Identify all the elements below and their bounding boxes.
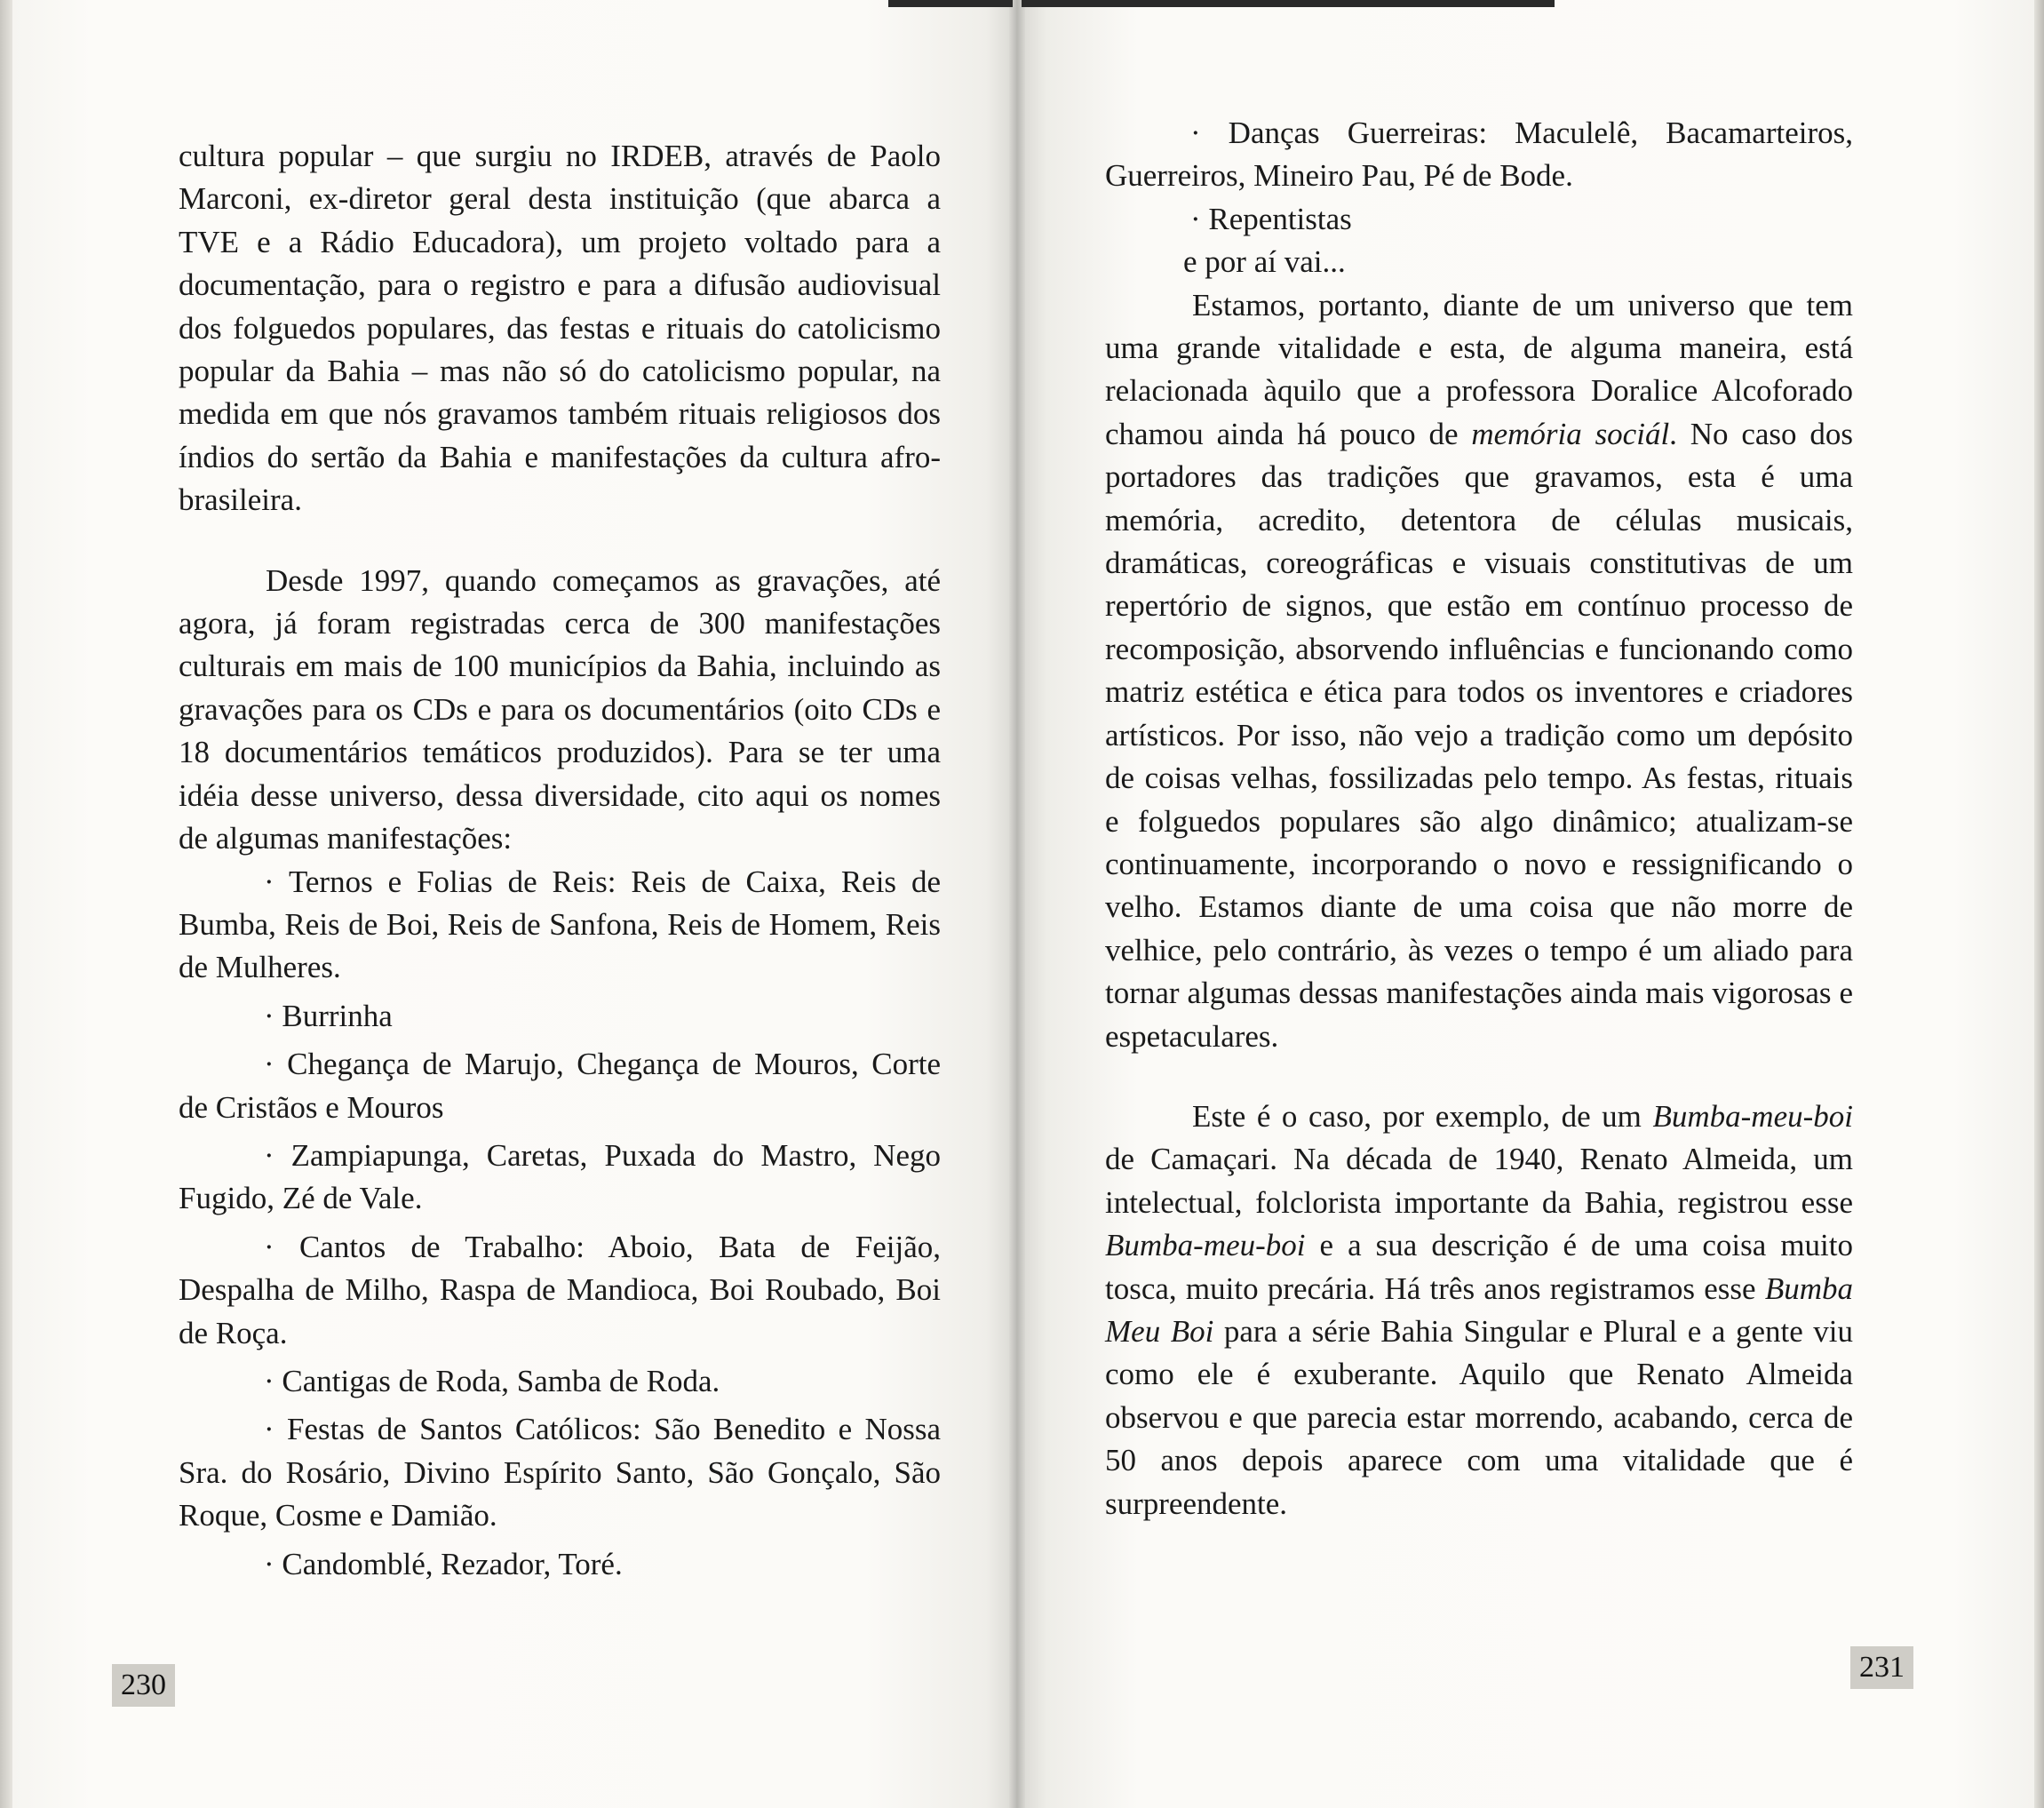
top-edge-shadow xyxy=(1022,0,1555,7)
list-item: · Candomblé, Rezador, Toré. xyxy=(264,1546,623,1581)
italic-term: Bumba-meu-boi xyxy=(1105,1228,1306,1263)
left-page-edge xyxy=(0,0,12,1808)
list-item: · Chegança de Marujo, Chegança de Mouros, Corte de Cristãos e Mouros xyxy=(179,1047,941,1125)
list-item: · Cantos de Trabalho: Aboio, Bata de Feijão, Despalha de Milho, Raspa de Mandioca, Boi Roubado, Boi de Roça. xyxy=(179,1229,941,1350)
list-item: · Cantigas de Roda, Samba de Roda. xyxy=(264,1363,720,1398)
text-run: . No caso dos portadores das tradições que gravamos, esta é uma memória, acredito, detentora de células musicais, dramáticas, coreográficas e visuais constitutivas de um repertório de signos, que estão em contínuo processo de recomposição, absorvendo influências e funcionando como matriz estética e ética para todos os inventores e criadores artísticos. Por isso, não vejo a tradição como um depósito de coisas velhas, fossilizadas pelo tempo. As festas, rituais e folguedos populares são algo dinâmico; atualizam-se continuamente, incorporando o novo e ressignificando o velho. Estamos diante de uma coisa que não morre de velhice, pelo contrário, às vezes o tempo é um aliado para tornar algumas dessas manifestações ainda mais vigorosas e espetaculares. xyxy=(1105,416,1853,1054)
left-page-text xyxy=(179,135,941,1586)
italic-term: memória sociál xyxy=(1471,416,1670,451)
text-run: Este é o caso, por exemplo, de um xyxy=(1192,1098,1653,1134)
paragraph xyxy=(1105,1095,1853,1525)
right-page-text xyxy=(1105,112,1853,1525)
text-run: Estamos, portanto, diante de um universo que tem uma grande vitalidade e esta, de alguma maneira, está relacionada àquilo que a professora Doralice Alcoforado chamou ainda há pouco de xyxy=(1105,287,1853,451)
list-item: · Ternos e Folias de Reis: Reis de Caixa, Reis de Bumba, Reis de Boi, Reis de Sanfona, Reis de Homem, Reis de Mulheres. xyxy=(179,864,941,985)
page-number: 231 xyxy=(1850,1646,1913,1689)
paragraph: Desde 1997, quando começamos as gravações, até agora, já foram registradas cerca de 300 manifestações culturais em mais de 100 municípios da Bahia, incluindo as gravações para os CDs e para os documentários (oito CDs e 18 documentários temáticos produzidos). Para se ter uma idéia desse universo, dessa diversidade, cito aqui os nomes de algumas manifestações: xyxy=(179,562,941,856)
text-run: para a série Bahia Singular e Plural e a gente viu como ele é exuberante. Aquilo que Renato Almeida observou e que parecia estar morrendo, acabando, cerca de 50 anos depois aparece com uma vitalidade que é surpreendente. xyxy=(1105,1313,1853,1521)
book-gutter xyxy=(1009,0,1025,1808)
right-page-edge xyxy=(2034,0,2044,1808)
list-item: · Repentistas xyxy=(1190,201,1352,236)
text-run: de Camaçari. Na década de 1940, Renato Almeida, um intelectual, folclorista importante da Bahia, registrou esse xyxy=(1105,1142,1853,1220)
list-item: e por aí vai... xyxy=(1183,244,1346,280)
italic-term: Bumba Meu Boi xyxy=(1105,1270,1853,1349)
top-edge-shadow xyxy=(888,0,1013,7)
list-item: · Danças Guerreiras: Maculelê, Bacamarteiros, Guerreiros, Mineiro Pau, Pé de Bode. xyxy=(1105,115,1853,194)
list-item: · Zampiapunga, Caretas, Puxada do Mastro, Nego Fugido, Zé de Vale. xyxy=(179,1137,941,1216)
list-item: · Festas de Santos Católicos: São Benedito e Nossa Sra. do Rosário, Divino Espírito Santo, São Gonçalo, São Roque, Cosme e Damião. xyxy=(179,1412,941,1533)
text-run: e a sua descrição é de uma coisa muito tosca, muito precária. Há três anos registramos esse xyxy=(1105,1228,1853,1306)
paragraph xyxy=(1105,284,1853,1058)
paragraph: cultura popular – que surgiu no IRDEB, através de Paolo Marconi, ex-diretor geral desta instituição (que abarca a TVE e a Rádio Educadora), um projeto voltado para a documentação, para o registro e para a difusão audiovisual dos folguedos populares, das festas e rituais do catolicismo popular da Bahia – mas não só do catolicismo popular, na medida em que nós gravamos também rituais religiosos dos índios do sertão da Bahia e manifestações da cultura afro-brasileira. xyxy=(179,139,941,518)
list-item: · Burrinha xyxy=(264,998,393,1033)
page-number: 230 xyxy=(112,1664,175,1707)
italic-term: Bumba-meu-boi xyxy=(1652,1098,1853,1134)
